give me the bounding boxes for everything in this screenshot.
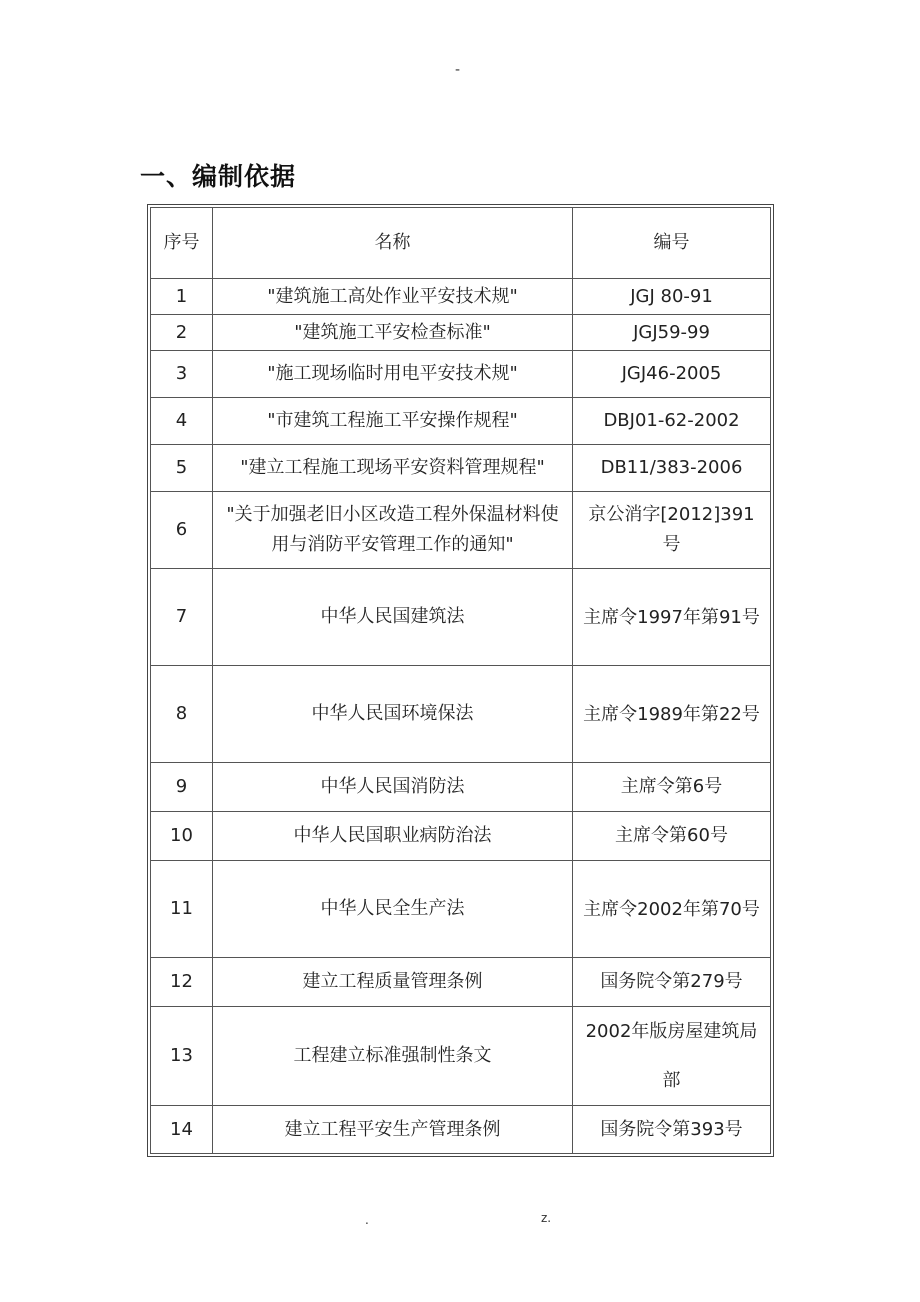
row-name: "建筑施工平安检查标准" (213, 315, 573, 351)
table-row (151, 445, 771, 492)
table-row (151, 279, 771, 315)
header-name: 名称 (213, 208, 573, 279)
row-name: "施工现场临时用电平安技术规" (213, 351, 573, 398)
row-number: 4 (151, 398, 213, 445)
row-number: 12 (151, 958, 213, 1007)
basis-table-frame (147, 204, 774, 1157)
row-number: 5 (151, 445, 213, 492)
row-number: 2 (151, 315, 213, 351)
row-name: 中华人民国职业病防治法 (213, 812, 573, 861)
table-row (151, 492, 771, 569)
basis-table (150, 207, 771, 1154)
table-row (151, 666, 771, 763)
row-number: 3 (151, 351, 213, 398)
header-code: 编号 (573, 208, 771, 279)
row-code: JGJ59-99 (573, 315, 771, 351)
row-name: 中华人民全生产法 (213, 861, 573, 958)
row-code: 国务院令第393号 (573, 1106, 771, 1154)
row-code: 国务院令第279号 (573, 958, 771, 1007)
table-row (151, 398, 771, 445)
table-row (151, 958, 771, 1007)
table-row (151, 1106, 771, 1154)
table-row (151, 1007, 771, 1106)
row-code: 2002年版房屋建筑局部 (573, 1007, 771, 1106)
row-name: 中华人民国环境保法 (213, 666, 573, 763)
row-code: 主席令2002年第70号 (573, 861, 771, 958)
row-code: DBJ01-62-2002 (573, 398, 771, 445)
table-row (151, 569, 771, 666)
page-footer-left-mark: . (365, 1213, 369, 1227)
header-number: 序号 (151, 208, 213, 279)
row-code: JGJ46-2005 (573, 351, 771, 398)
row-number: 6 (151, 492, 213, 569)
row-code: DB11/383-2006 (573, 445, 771, 492)
row-name: 中华人民国消防法 (213, 763, 573, 812)
row-name: 中华人民国建筑法 (213, 569, 573, 666)
row-code: JGJ 80-91 (573, 279, 771, 315)
row-number: 13 (151, 1007, 213, 1106)
section-title: 一、编制依据 (140, 162, 297, 191)
row-number: 10 (151, 812, 213, 861)
table-row (151, 315, 771, 351)
row-code: 京公消字[2012]391号 (573, 492, 771, 569)
row-number: 7 (151, 569, 213, 666)
row-number: 9 (151, 763, 213, 812)
row-name: 建立工程平安生产管理条例 (213, 1106, 573, 1154)
row-name: "建筑施工高处作业平安技术规" (213, 279, 573, 315)
table-row (151, 861, 771, 958)
table-row (151, 351, 771, 398)
row-code: 主席令1997年第91号 (573, 569, 771, 666)
row-name: "市建筑工程施工平安操作规程" (213, 398, 573, 445)
row-code: 主席令1989年第22号 (573, 666, 771, 763)
row-number: 8 (151, 666, 213, 763)
row-name: "关于加强老旧小区改造工程外保温材料使用与消防平安管理工作的通知" (213, 492, 573, 569)
row-number: 11 (151, 861, 213, 958)
row-number: 1 (151, 279, 213, 315)
table-header-row (151, 208, 771, 279)
page-header-mark: - (455, 62, 461, 78)
page-footer-right-mark: z. (541, 1211, 552, 1225)
table-row (151, 763, 771, 812)
row-name: "建立工程施工现场平安资料管理规程" (213, 445, 573, 492)
row-name: 工程建立标准强制性条文 (213, 1007, 573, 1106)
row-code: 主席令第60号 (573, 812, 771, 861)
row-name: 建立工程质量管理条例 (213, 958, 573, 1007)
row-number: 14 (151, 1106, 213, 1154)
row-code: 主席令第6号 (573, 763, 771, 812)
table-row (151, 812, 771, 861)
